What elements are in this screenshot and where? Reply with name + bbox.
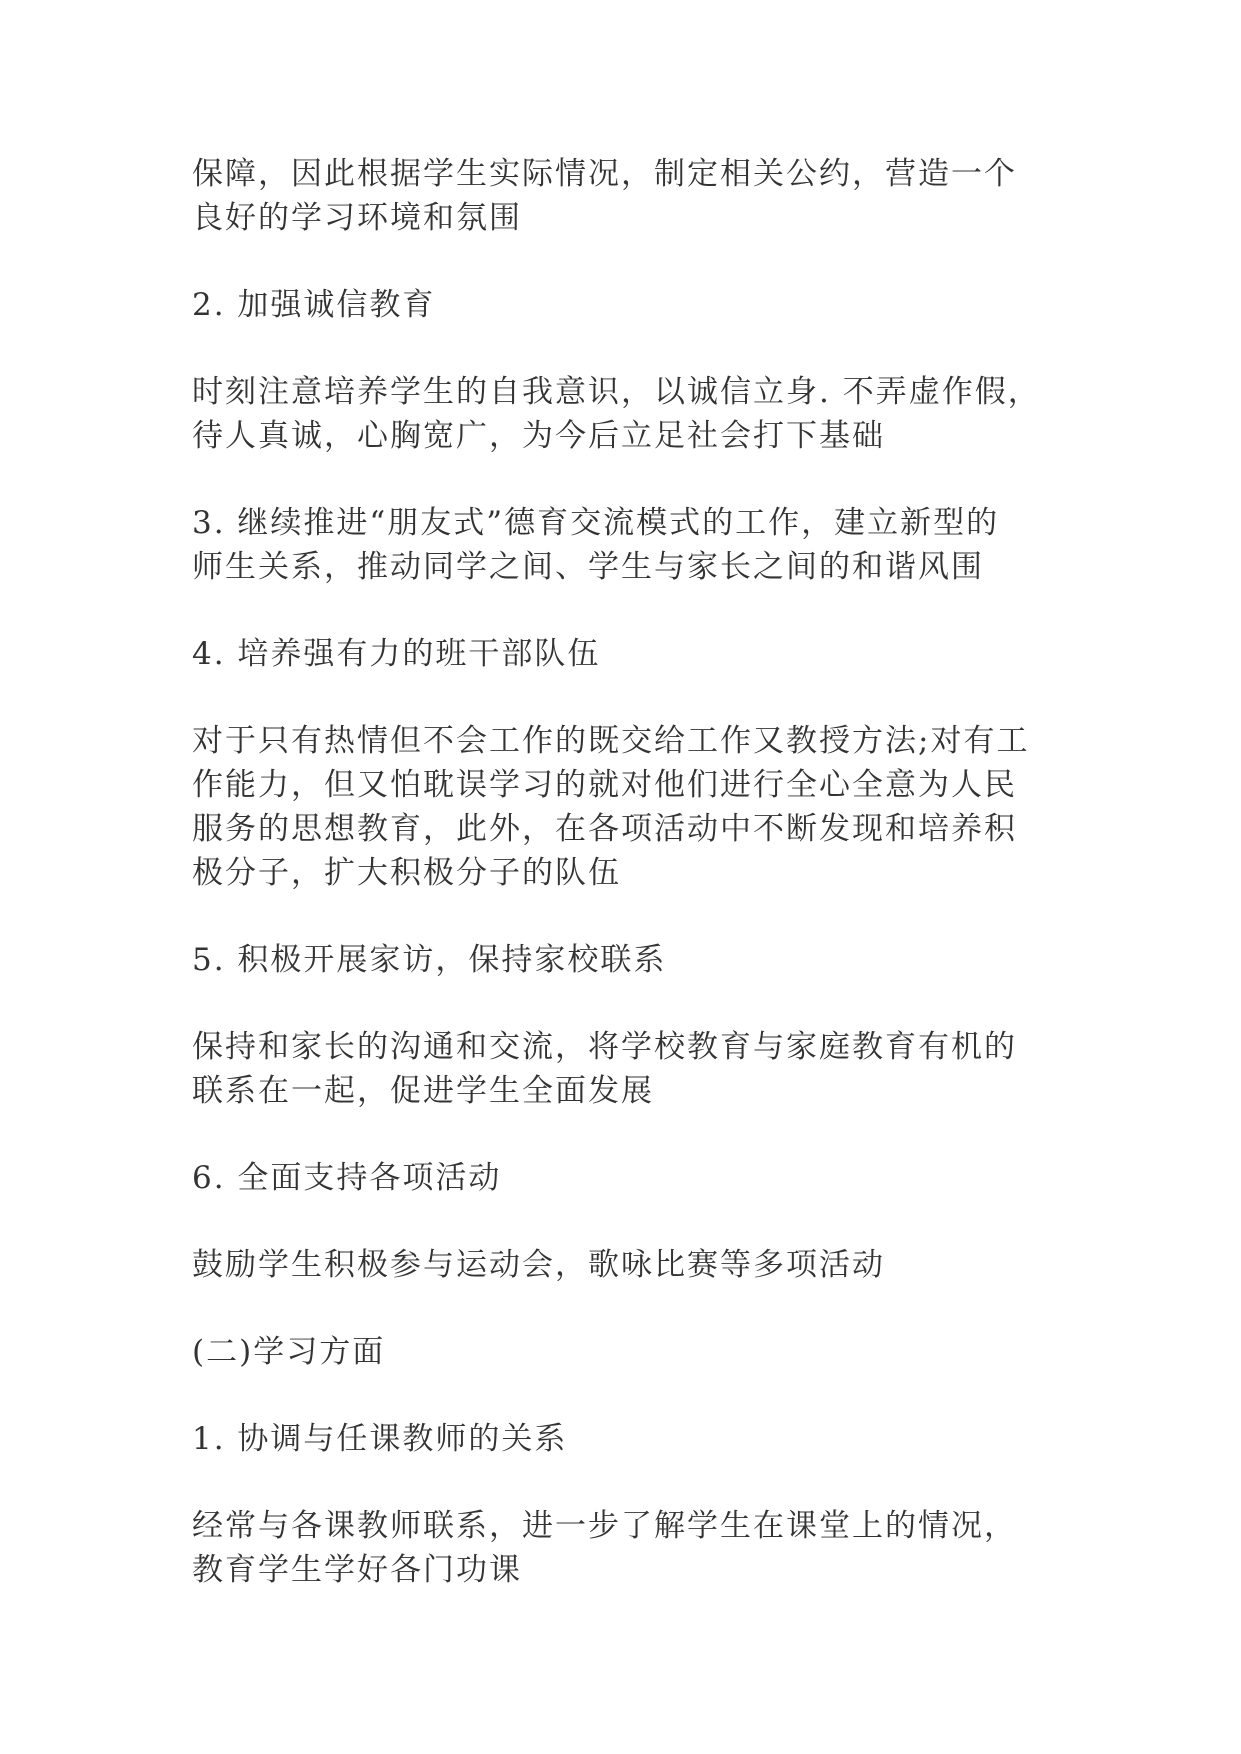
heading-line: 3. 继续推进“朋友式”德育交流模式的工作，建立新型的 bbox=[192, 505, 1000, 541]
paragraph-line: 保持和家长的沟通和交流，将学校教育与家庭教育有机的 bbox=[192, 1029, 1017, 1065]
heading-line: 2. 加强诚信教育 bbox=[192, 287, 436, 323]
paragraph-line: 教育学生学好各门功课 bbox=[192, 1552, 522, 1588]
paragraph-line: 作能力，但又怕耽误学习的就对他们进行全心全意为人民 bbox=[192, 767, 1017, 803]
paragraph-5 bbox=[192, 1025, 1042, 1113]
section-heading-study-1 bbox=[192, 1417, 1042, 1461]
paragraph-line: 待人真诚，心胸宽广，为今后立足社会打下基础 bbox=[192, 418, 885, 454]
paragraph-line: 时刻注意培养学生的自我意识，以诚信立身. 不弄虚作假， bbox=[192, 374, 1041, 410]
section-heading-6 bbox=[192, 1156, 1042, 1200]
paragraph-line: 服务的思想教育，此外，在各项活动中不断发现和培养积 bbox=[192, 811, 1017, 847]
paragraph-line: 鼓励学生积极参与运动会，歌咏比赛等多项活动 bbox=[192, 1247, 885, 1283]
heading-line: 师生关系，推动同学之间、学生与家长之间的和谐风围 bbox=[192, 549, 984, 585]
paragraph-line: 经常与各课教师联系，进一步了解学生在课堂上的情况， bbox=[192, 1508, 1017, 1544]
section-heading-study bbox=[192, 1330, 1042, 1374]
paragraph-line: 良好的学习环境和氛围 bbox=[192, 200, 522, 236]
paragraph-line: 极分子，扩大积极分子的队伍 bbox=[192, 855, 621, 891]
document-body bbox=[192, 152, 1042, 1635]
section-heading-5 bbox=[192, 938, 1042, 982]
paragraph-line: 保障，因此根据学生实际情况，制定相关公约，营造一个 bbox=[192, 156, 1017, 192]
heading-line: 5. 积极开展家访，保持家校联系 bbox=[192, 942, 667, 978]
paragraph-2 bbox=[192, 370, 1042, 458]
heading-line: 1. 协调与任课教师的关系 bbox=[192, 1421, 568, 1457]
heading-line: 6. 全面支持各项活动 bbox=[192, 1160, 502, 1196]
paragraph-line: 对于只有热情但不会工作的既交给工作又教授方法;对有工 bbox=[192, 723, 1030, 759]
paragraph-6 bbox=[192, 1243, 1042, 1287]
heading-line: (二)学习方面 bbox=[192, 1334, 386, 1370]
paragraph-study-1 bbox=[192, 1504, 1042, 1592]
heading-line: 4. 培养强有力的班干部队伍 bbox=[192, 636, 601, 672]
section-heading-4 bbox=[192, 632, 1042, 676]
paragraph-line: 联系在一起，促进学生全面发展 bbox=[192, 1073, 654, 1109]
paragraph-1 bbox=[192, 152, 1042, 240]
section-heading-3 bbox=[192, 501, 1042, 589]
section-heading-2 bbox=[192, 283, 1042, 327]
paragraph-4 bbox=[192, 719, 1042, 895]
